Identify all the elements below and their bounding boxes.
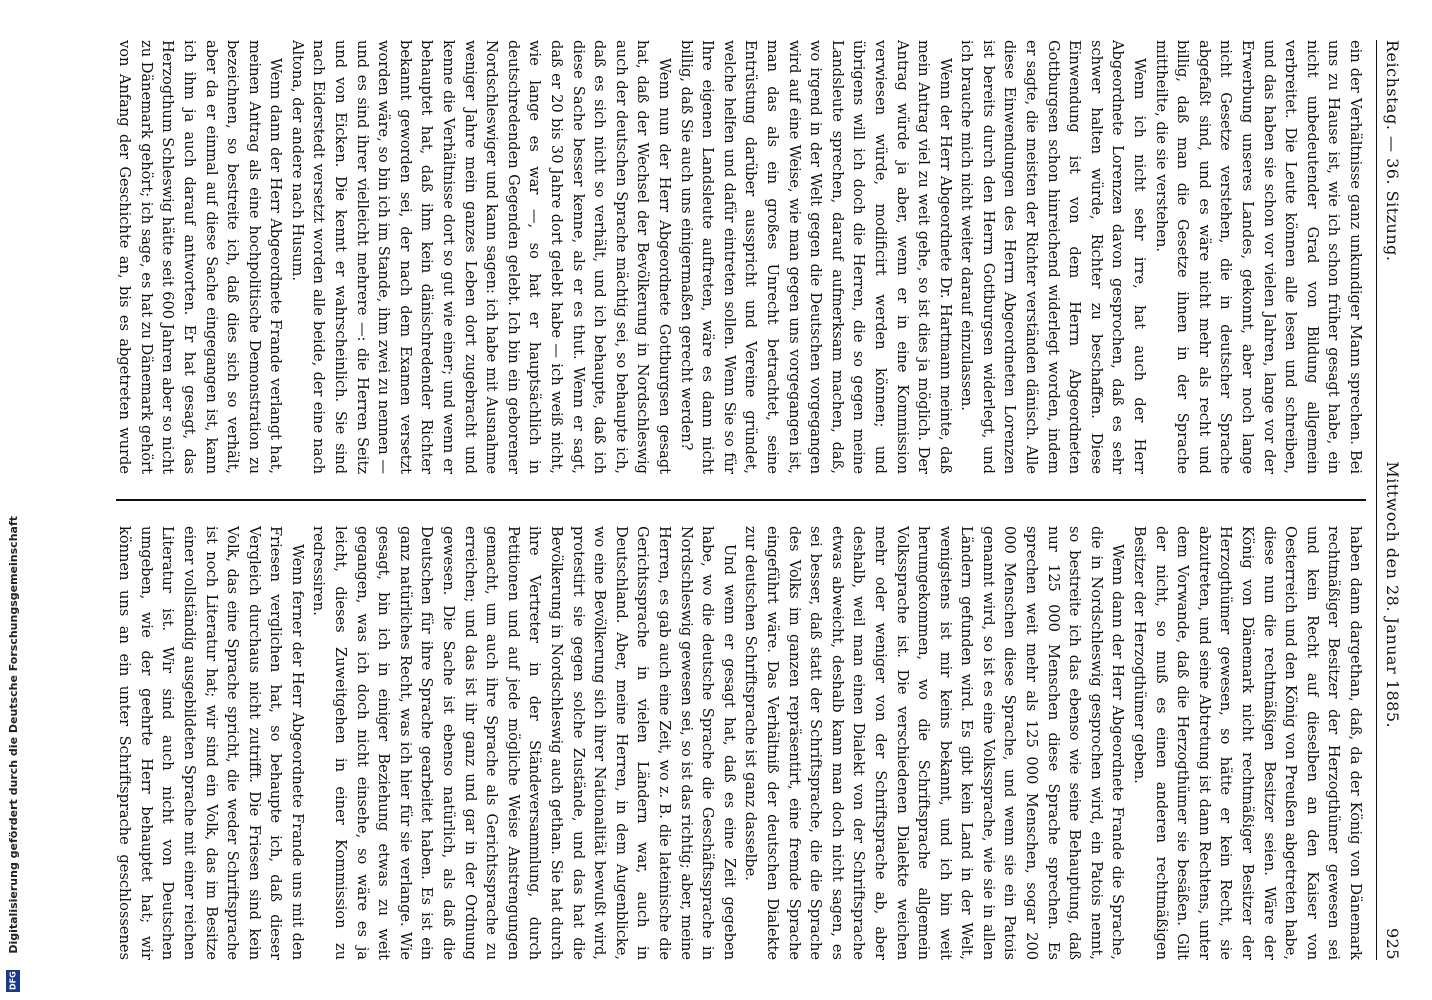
paragraph: ein der Verhältnisse ganz unkundiger Mann sprechen. Bei uns zu Hause ist, wie ich schon früher gesagt habe, ein nicht unbedeutender Grad von Bildung allgemein verbreitet. Die Leute können alle lesen und schreiben, und das haben sie schon vor vielen Jahren, lange vor der Erwerbung unseres Landes, gekonnt, aber noch lange nicht Gesetze verstehen, die in deutscher Sprache abgefaßt sind, und es wäre nicht mehr als recht und billig, daß man die Gesetze ihnen in der Sprache mittheilte, die sie verstehen. <box>1152 40 1364 475</box>
paragraph: Und wenn er gesagt hat, daß es eine Zeit gegeben habe, wo die deutsche Sprache die Geschäftssprache in Nordschleswig gewesen sei, so ist das richtig; aber, meine Herren, es gab auch eine Zeit, wo z. B. die lateinische die Gerichtssprache in vielen Ländern war, auch in Deutschland. Aber, meine Herren, in dem Augenblicke, wo eine Bevölkerung sich ihrer Nationalität bewußt wird, protestirt sie gegen solche Zustände, und das hat die Bevölkerung in Nordschleswig auch gethan. Sie hat durch ihre Vertreter in der Ständeversammlung, durch Petitionen und auf jede mögliche Weise Anstrengungen gemacht, um auch ihre Sprache als Gerichtssprache zu erreichen; und das ist ihr ganz und gar in der Ordnung gewesen. Die Sache ist ebenso natürlich, als daß die Deutschen für ihre Sprache gearbeitet haben. Es ist ein ganz natürliches Recht, was ich hier für sie verlange. Wie gesagt, bin ich in einiger Beziehung etwas zu weit gegangen, was ich doch nicht einsehe, so wäre es ja leicht, dieses Zuweitgehen in einer Kommission zu redressiren. <box>310 525 738 961</box>
paragraph: Wenn nun der Herr Abgeordnete Gottburgsen gesagt hat, daß der Wechsel der Bevölkerung in Nordschleswig auch der deutschen Sprache mächtig sei, so behaupte ich, daß es sich nicht so verhält, und ich behaupte, daß ich diese Sache besser kenne, als er es thut. Wenn er sagt, daß er 20 bis 30 Jahre dort gelebt habe — ich weiß nicht, wie lange es war —, so hat er hauptsächlich in deutschredenden Gegenden gelebt. Ich bin ein geborener Nordschleswiger und kann sagen: ich habe mit Ausnahme weniger Jahre mein ganzes Leben dort zugebracht und kenne die Verhältnisse dort so gut wie einer; und wenn er behauptet hat, daß ihm kein dänischredender Richter bekannt geworden sei, der nach dem Examen versetzt worden wäre, so bin ich im Stande, ihm zwei zu nennen — und es sind ihrer vielleicht mehrere —: die Herren Seitz und von Eicken. Die kennt er wahrscheinlich. Sie sind nach Eiderstedt versetzt worden alle beide, der eine nach Altona, der andere nach Husum. <box>288 40 673 475</box>
digitisation-credit: Digitalisierung gefördert durch die Deutsche Forschungsgemeinschaft <box>6 516 20 954</box>
paragraph: Wenn dann der Herr Abgeordnete Frande verlangt hat, meinen Antrag als eine hochpolitische Demonstration zu bezeichnen, so bestreite ich, daß dies sich so verhält, aber da er einmal auf diese Sache eingegangen ist, kann ich ihm ja auch darauf antworten. Er hat gesagt, das Herzogthum Schleswig hätte seit 600 Jahren aber so nicht zu Dänemark gehört; ich sage, es hat zu Dänemark gehört von Anfang der Geschichte an, bis es abgetreten wurde <box>116 40 285 475</box>
paragraph: Wenn der Herr Abgeordnete Dr. Hartmann meinte, daß mein Antrag viel zu weit gehe, so ist dies ja möglich. Der Antrag würde ja aber, wenn er in eine Kommission verwiesen würde, modificirt werden können; und übrigens will ich doch die Herren, die so gegen meine Landsleute sprechen, darauf aufmerksam machen, daß, wo irgend in der Welt gegen die Deutschen vorgegangen wird auf eine Weise, wie man gegen uns vorgegangen ist, man das als ein großes Unrecht betrachtet, seine Entrüstung darüber ausspricht und Vereine gründet, welche helfen und dafür eintreten sollen. Wenn Sie so für Ihre eigenen Landsleute auftreten, wäre es dann nicht billig, daß Sie auch uns einigermaßen gerecht werden? <box>677 40 954 475</box>
document-page <box>52 0 1432 1000</box>
page-header <box>1376 40 1402 960</box>
margin-strip <box>0 0 26 1000</box>
header-date: Mittwoch den 28. Januar 1885. <box>1383 461 1402 729</box>
text-columns <box>116 40 1366 960</box>
paragraph: Wenn dann der Herr Abgeordnete Frande die Sprache, die in Nordschleswig gesprochen wird, ein Patois nennt, so bestreite ich das ebenso wie seine Behauptung, daß nur 125 000 Menschen diese Sprache sprechen. Es sprechen weit mehr als 125 000 Menschen, sogar 200 000 Menschen diese Sprache, und wenn sie ein Patois genannt wird, so ist es eine Volkssprache, wie sie in allen Ländern gefunden wird. Es gibt kein Land in der Welt, wenigstens ist mir keins bekannt, und ich bin weit herumgekommen, wo die Schriftsprache allgemein Volkssprache ist. Die verschiedenen Dialekte weichen mehr oder weniger von der Schriftsprache ab, aber deshalb, weil man einen Dialekt von der Schriftsprache etwas abweicht, deshalb kann man doch nicht sagen, es sei besser, daß statt der Schriftsprache, die die Sprache des Volks im ganzen repräsentirt, eine fremde Sprache eingeführt wäre. Das Verhältniß der deutschen Dialekte zur deutschen Schriftsprache ist ganz dasselbe. <box>742 525 1127 961</box>
page-number: 925 <box>1383 927 1402 960</box>
column-divider <box>116 499 1366 501</box>
right-column <box>116 526 1366 960</box>
paragraph: haben dann dargethan, daß, da der König von Dänemark rechtmäßiger Besitzer der Herzogthümer gewesen sei und kein Recht auf dieselben an den Kaiser von Oesterreich und den König von Preußen abgetreten habe, diese nun die rechtmäßigen Besitzer seien. Wäre der König von Dänemark nicht rechtmäßiger Besitzer der Herzogthümer gewesen, so hätte er kein Recht, sie abzutreten, und seine Abtretung ist dann Rechtens, unter dem Vorwande, daß die Herzogthümer sie besäßen. Gilt der nicht, so muß es einen anderen rechtmäßigen Besitzer der Herzogthümer geben. <box>1131 525 1364 961</box>
paragraph: Wenn ferner der Herr Abgeordnete Frande uns mit den Friesen verglichen hat, so behaupte ich, daß dieser Vergleich durchaus nicht zutrifft. Die Friesen sind kein Volk, das eine Sprache spricht, die weder Schriftsprache ist noch Literatur hat; wir sind ein Volk, das im Besitze einer vollständig ausgebildeten Sprache mit einer reichen Literatur ist. Wir sind auch nicht von Deutschen umgeben, wie der geehrte Herr behauptet hat; wir können uns an ein unter Schriftsprache geschlossenes <box>116 525 306 961</box>
left-column <box>116 40 1366 474</box>
header-session: Reichstag. — 36. Sitzung. <box>1383 40 1402 262</box>
dfg-logo: DFG <box>6 970 20 992</box>
paragraph: Wenn ich nicht sehr irre, hat auch der Herr Abgeordnete Lorenzen davon gesprochen, daß es sehr schwer halten würde, Richter zu beschaffen. Diese Einwendung ist von dem Herrn Abgeordneten Gottburgsen schon hinreichend widerlegt worden, indem er sagte, die meisten der Richter verständen dänisch. Alle diese Einwendungen des Herrn Abgeordneten Lorenzen ist bereits durch den Herrn Gottburgsen widerlegt, und ich brauche mich nicht weiter darauf einzulassen. <box>958 40 1149 475</box>
